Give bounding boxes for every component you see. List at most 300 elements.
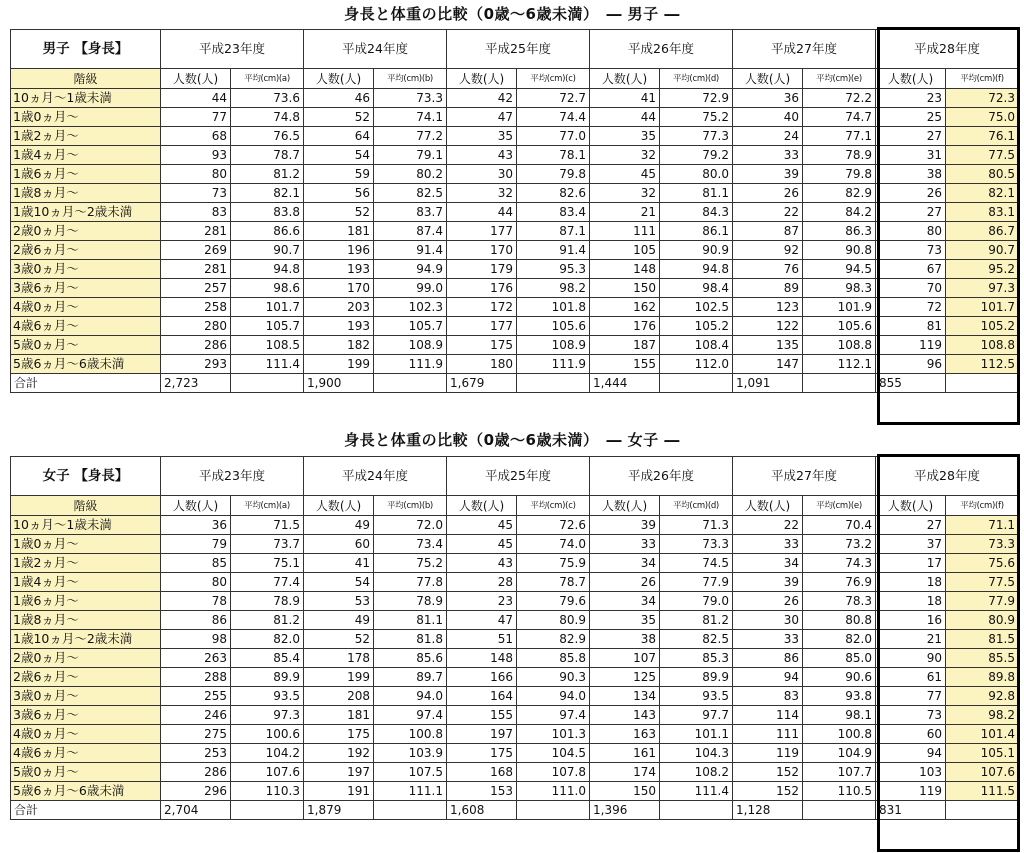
table-label: 女子 【身長】: [11, 457, 161, 496]
count-cell: 119: [733, 744, 803, 763]
average-cell: 100.6: [231, 725, 304, 744]
count-cell: 46: [304, 89, 374, 108]
table-row: [11, 573, 1019, 592]
average-cell: 75.2: [660, 108, 733, 127]
average-cell: 77.2: [374, 127, 447, 146]
count-cell: 119: [876, 782, 946, 801]
average-cell: 94.0: [374, 687, 447, 706]
age-class-label: 1歳10ヵ月～2歳未満: [11, 630, 161, 649]
count-cell: 68: [161, 127, 231, 146]
count-cell: 187: [590, 336, 660, 355]
total-empty-cell: [803, 374, 876, 393]
girls-table-title: 身長と体重の比較（0歳～6歳未満） ― 女子 ―: [344, 431, 680, 449]
average-cell: 74.0: [517, 535, 590, 554]
count-cell: 47: [447, 611, 517, 630]
average-cell: 94.8: [660, 260, 733, 279]
total-row: [11, 374, 1019, 393]
count-cell: 153: [447, 782, 517, 801]
count-cell: 18: [876, 573, 946, 592]
count-cell: 281: [161, 222, 231, 241]
average-cell: 77.5: [946, 573, 1019, 592]
count-cell: 90: [876, 649, 946, 668]
count-cell: 87: [733, 222, 803, 241]
average-cell: 72.3: [946, 89, 1019, 108]
age-class-label: 2歳6ヵ月～: [11, 668, 161, 687]
count-cell: 17: [876, 554, 946, 573]
total-row: [11, 801, 1019, 820]
year-header: 平成24年度: [304, 30, 447, 69]
average-cell: 97.7: [660, 706, 733, 725]
count-header: 人数(人): [161, 496, 231, 516]
average-cell: 73.6: [231, 89, 304, 108]
table-row: [11, 355, 1019, 374]
count-cell: 42: [447, 89, 517, 108]
count-cell: 193: [304, 260, 374, 279]
average-cell: 79.1: [374, 146, 447, 165]
table-row: [11, 317, 1019, 336]
table-row: [11, 184, 1019, 203]
average-cell: 93.5: [231, 687, 304, 706]
average-cell: 92.8: [946, 687, 1019, 706]
count-cell: 32: [590, 146, 660, 165]
year-header-row: [11, 457, 1019, 496]
count-cell: 22: [733, 516, 803, 535]
table-row: [11, 222, 1019, 241]
count-cell: 170: [447, 241, 517, 260]
average-cell: 107.6: [231, 763, 304, 782]
count-cell: 150: [590, 782, 660, 801]
average-cell: 101.4: [946, 725, 1019, 744]
average-cell: 94.5: [803, 260, 876, 279]
count-cell: 103: [876, 763, 946, 782]
count-cell: 77: [161, 108, 231, 127]
count-cell: 78: [161, 592, 231, 611]
average-cell: 86.6: [231, 222, 304, 241]
count-cell: 52: [304, 203, 374, 222]
average-cell: 81.5: [946, 630, 1019, 649]
average-cell: 85.5: [946, 649, 1019, 668]
count-header: 人数(人): [590, 69, 660, 89]
age-class-label: 4歳6ヵ月～: [11, 744, 161, 763]
average-cell: 73.3: [946, 535, 1019, 554]
count-cell: 181: [304, 706, 374, 725]
average-cell: 72.9: [660, 89, 733, 108]
average-cell: 104.5: [517, 744, 590, 763]
average-cell: 105.6: [517, 317, 590, 336]
total-label: 合計: [11, 801, 161, 820]
average-cell: 111.9: [517, 355, 590, 374]
average-cell: 91.4: [374, 241, 447, 260]
average-cell: 78.9: [374, 592, 447, 611]
count-cell: 27: [876, 516, 946, 535]
average-cell: 85.4: [231, 649, 304, 668]
count-cell: 175: [447, 336, 517, 355]
count-cell: 80: [161, 165, 231, 184]
total-count-cell: 2,704: [161, 801, 231, 820]
count-cell: 296: [161, 782, 231, 801]
average-cell: 110.5: [803, 782, 876, 801]
average-cell: 87.4: [374, 222, 447, 241]
average-header: 平均(cm)(b): [374, 69, 447, 89]
count-cell: 47: [447, 108, 517, 127]
average-cell: 86.7: [946, 222, 1019, 241]
age-class-label: 1歳10ヵ月～2歳未満: [11, 203, 161, 222]
count-cell: 293: [161, 355, 231, 374]
count-cell: 152: [733, 763, 803, 782]
count-cell: 40: [733, 108, 803, 127]
count-cell: 164: [447, 687, 517, 706]
total-count-cell: 1,900: [304, 374, 374, 393]
average-cell: 74.4: [517, 108, 590, 127]
count-cell: 176: [447, 279, 517, 298]
average-header: 平均(cm)(c): [517, 496, 590, 516]
count-cell: 26: [733, 184, 803, 203]
average-cell: 73.2: [803, 535, 876, 554]
age-class-label: 5歳0ヵ月～: [11, 336, 161, 355]
average-cell: 94.0: [517, 687, 590, 706]
count-cell: 33: [733, 630, 803, 649]
count-cell: 83: [161, 203, 231, 222]
average-cell: 79.2: [660, 146, 733, 165]
count-cell: 177: [447, 317, 517, 336]
average-cell: 111.1: [374, 782, 447, 801]
average-cell: 108.8: [946, 336, 1019, 355]
total-empty-cell: [946, 801, 1019, 820]
average-cell: 84.2: [803, 203, 876, 222]
count-cell: 30: [447, 165, 517, 184]
count-cell: 94: [733, 668, 803, 687]
count-cell: 53: [304, 592, 374, 611]
average-cell: 82.1: [946, 184, 1019, 203]
table-row: [11, 668, 1019, 687]
average-header: 平均(cm)(f): [946, 496, 1019, 516]
average-cell: 98.3: [803, 279, 876, 298]
year-header-row: [11, 30, 1019, 69]
count-cell: 34: [590, 592, 660, 611]
count-cell: 286: [161, 336, 231, 355]
count-cell: 199: [304, 355, 374, 374]
count-cell: 208: [304, 687, 374, 706]
count-header: 人数(人): [304, 496, 374, 516]
average-cell: 83.7: [374, 203, 447, 222]
average-cell: 111.0: [517, 782, 590, 801]
average-header: 平均(cm)(c): [517, 69, 590, 89]
table-row: [11, 592, 1019, 611]
count-cell: 85: [161, 554, 231, 573]
average-header: 平均(cm)(f): [946, 69, 1019, 89]
average-cell: 94.8: [231, 260, 304, 279]
count-cell: 30: [733, 611, 803, 630]
table-label: 男子 【身長】: [11, 30, 161, 69]
average-cell: 82.0: [231, 630, 304, 649]
count-cell: 175: [447, 744, 517, 763]
count-header: 人数(人): [876, 69, 946, 89]
count-cell: 86: [733, 649, 803, 668]
count-cell: 43: [447, 554, 517, 573]
average-cell: 86.3: [803, 222, 876, 241]
average-cell: 81.2: [231, 611, 304, 630]
average-header: 平均(cm)(b): [374, 496, 447, 516]
girls-height-table: [10, 456, 1019, 820]
average-cell: 70.4: [803, 516, 876, 535]
average-cell: 101.9: [803, 298, 876, 317]
average-cell: 79.0: [660, 592, 733, 611]
average-cell: 91.4: [517, 241, 590, 260]
count-header: 人数(人): [590, 496, 660, 516]
average-cell: 77.8: [374, 573, 447, 592]
average-cell: 85.3: [660, 649, 733, 668]
average-cell: 81.8: [374, 630, 447, 649]
count-cell: 123: [733, 298, 803, 317]
average-cell: 79.6: [517, 592, 590, 611]
count-cell: 168: [447, 763, 517, 782]
table-row: [11, 279, 1019, 298]
average-cell: 97.4: [374, 706, 447, 725]
average-cell: 83.4: [517, 203, 590, 222]
average-cell: 112.5: [946, 355, 1019, 374]
average-cell: 95.2: [946, 260, 1019, 279]
table-row: [11, 744, 1019, 763]
count-cell: 64: [304, 127, 374, 146]
count-cell: 191: [304, 782, 374, 801]
average-cell: 78.3: [803, 592, 876, 611]
average-cell: 99.0: [374, 279, 447, 298]
total-count-cell: 831: [876, 801, 946, 820]
count-cell: 114: [733, 706, 803, 725]
count-cell: 67: [876, 260, 946, 279]
average-cell: 111.4: [231, 355, 304, 374]
average-cell: 93.8: [803, 687, 876, 706]
count-cell: 172: [447, 298, 517, 317]
count-cell: 35: [447, 127, 517, 146]
class-header: 階級: [11, 496, 161, 516]
average-cell: 80.2: [374, 165, 447, 184]
average-cell: 110.3: [231, 782, 304, 801]
average-cell: 79.8: [803, 165, 876, 184]
count-cell: 59: [304, 165, 374, 184]
count-cell: 98: [161, 630, 231, 649]
table-row: [11, 89, 1019, 108]
count-cell: 143: [590, 706, 660, 725]
count-cell: 197: [304, 763, 374, 782]
age-class-label: 3歳6ヵ月～: [11, 279, 161, 298]
count-cell: 60: [304, 535, 374, 554]
total-empty-cell: [946, 374, 1019, 393]
count-cell: 52: [304, 108, 374, 127]
count-header: 人数(人): [304, 69, 374, 89]
count-cell: 54: [304, 573, 374, 592]
count-cell: 27: [876, 203, 946, 222]
total-count-cell: 2,723: [161, 374, 231, 393]
average-cell: 77.0: [517, 127, 590, 146]
average-cell: 77.3: [660, 127, 733, 146]
count-cell: 27: [876, 127, 946, 146]
count-cell: 152: [733, 782, 803, 801]
year-header: 平成28年度: [876, 30, 1019, 69]
count-cell: 61: [876, 668, 946, 687]
total-label: 合計: [11, 374, 161, 393]
table-row: [11, 108, 1019, 127]
count-cell: 23: [876, 89, 946, 108]
count-cell: 275: [161, 725, 231, 744]
total-count-cell: 1,091: [733, 374, 803, 393]
count-cell: 43: [447, 146, 517, 165]
count-cell: 166: [447, 668, 517, 687]
average-cell: 85.8: [517, 649, 590, 668]
average-cell: 77.9: [660, 573, 733, 592]
average-cell: 80.0: [660, 165, 733, 184]
average-cell: 75.0: [946, 108, 1019, 127]
count-cell: 135: [733, 336, 803, 355]
count-cell: 148: [590, 260, 660, 279]
table-row: [11, 146, 1019, 165]
count-cell: 179: [447, 260, 517, 279]
count-cell: 26: [590, 573, 660, 592]
count-cell: 93: [161, 146, 231, 165]
boys-table-title: 身長と体重の比較（0歳～6歳未満） ― 男子 ―: [344, 5, 680, 23]
count-cell: 199: [304, 668, 374, 687]
count-cell: 35: [590, 127, 660, 146]
column-header-row: [11, 69, 1019, 89]
average-cell: 101.1: [660, 725, 733, 744]
count-cell: 196: [304, 241, 374, 260]
count-cell: 21: [590, 203, 660, 222]
average-cell: 80.5: [946, 165, 1019, 184]
average-cell: 101.3: [517, 725, 590, 744]
average-cell: 89.7: [374, 668, 447, 687]
average-cell: 90.9: [660, 241, 733, 260]
year-header: 平成26年度: [590, 457, 733, 496]
average-cell: 85.0: [803, 649, 876, 668]
count-cell: 72: [876, 298, 946, 317]
total-empty-cell: [231, 801, 304, 820]
table-row: [11, 535, 1019, 554]
average-cell: 77.5: [946, 146, 1019, 165]
count-cell: 34: [733, 554, 803, 573]
age-class-label: 1歳6ヵ月～: [11, 592, 161, 611]
count-cell: 44: [161, 89, 231, 108]
average-cell: 81.1: [660, 184, 733, 203]
count-header: 人数(人): [447, 69, 517, 89]
total-empty-cell: [660, 801, 733, 820]
age-class-label: 1歳2ヵ月～: [11, 554, 161, 573]
average-cell: 74.3: [803, 554, 876, 573]
total-count-cell: 1,679: [447, 374, 517, 393]
count-cell: 34: [590, 554, 660, 573]
count-cell: 280: [161, 317, 231, 336]
column-header-row: [11, 496, 1019, 516]
age-class-label: 3歳6ヵ月～: [11, 706, 161, 725]
age-class-label: 2歳0ヵ月～: [11, 222, 161, 241]
average-cell: 82.0: [803, 630, 876, 649]
count-cell: 39: [733, 573, 803, 592]
count-cell: 96: [876, 355, 946, 374]
count-cell: 180: [447, 355, 517, 374]
count-cell: 81: [876, 317, 946, 336]
count-cell: 147: [733, 355, 803, 374]
average-cell: 72.2: [803, 89, 876, 108]
count-cell: 33: [590, 535, 660, 554]
average-cell: 98.2: [517, 279, 590, 298]
average-cell: 98.6: [231, 279, 304, 298]
count-cell: 263: [161, 649, 231, 668]
average-cell: 72.6: [517, 516, 590, 535]
average-cell: 89.9: [660, 668, 733, 687]
total-count-cell: 1,879: [304, 801, 374, 820]
average-cell: 79.8: [517, 165, 590, 184]
count-cell: 80: [161, 573, 231, 592]
average-cell: 71.5: [231, 516, 304, 535]
average-cell: 78.1: [517, 146, 590, 165]
count-cell: 286: [161, 763, 231, 782]
count-cell: 178: [304, 649, 374, 668]
table-row: [11, 165, 1019, 184]
age-class-label: 5歳6ヵ月～6歳未満: [11, 782, 161, 801]
age-class-label: 4歳0ヵ月～: [11, 298, 161, 317]
average-cell: 77.4: [231, 573, 304, 592]
average-cell: 102.5: [660, 298, 733, 317]
total-count-cell: 855: [876, 374, 946, 393]
count-cell: 37: [876, 535, 946, 554]
count-cell: 31: [876, 146, 946, 165]
age-class-label: 3歳0ヵ月～: [11, 687, 161, 706]
average-cell: 93.5: [660, 687, 733, 706]
count-cell: 25: [876, 108, 946, 127]
year-header: 平成27年度: [733, 457, 876, 496]
age-class-label: 1歳2ヵ月～: [11, 127, 161, 146]
age-class-label: 1歳8ヵ月～: [11, 611, 161, 630]
average-cell: 74.5: [660, 554, 733, 573]
average-cell: 86.1: [660, 222, 733, 241]
average-cell: 90.3: [517, 668, 590, 687]
count-cell: 257: [161, 279, 231, 298]
total-count-cell: 1,396: [590, 801, 660, 820]
age-class-label: 1歳4ヵ月～: [11, 573, 161, 592]
table-row: [11, 687, 1019, 706]
average-cell: 72.7: [517, 89, 590, 108]
year-header: 平成26年度: [590, 30, 733, 69]
average-cell: 73.3: [660, 535, 733, 554]
count-cell: 161: [590, 744, 660, 763]
average-cell: 108.5: [231, 336, 304, 355]
count-cell: 176: [590, 317, 660, 336]
average-cell: 75.6: [946, 554, 1019, 573]
age-class-label: 2歳0ヵ月～: [11, 649, 161, 668]
count-cell: 175: [304, 725, 374, 744]
average-cell: 104.3: [660, 744, 733, 763]
count-cell: 155: [590, 355, 660, 374]
average-header: 平均(cm)(a): [231, 69, 304, 89]
average-cell: 81.2: [660, 611, 733, 630]
age-class-label: 1歳6ヵ月～: [11, 165, 161, 184]
count-cell: 181: [304, 222, 374, 241]
average-cell: 95.3: [517, 260, 590, 279]
count-cell: 134: [590, 687, 660, 706]
count-cell: 193: [304, 317, 374, 336]
average-cell: 85.6: [374, 649, 447, 668]
count-cell: 16: [876, 611, 946, 630]
age-class-label: 3歳0ヵ月～: [11, 260, 161, 279]
average-header: 平均(cm)(e): [803, 69, 876, 89]
count-cell: 35: [590, 611, 660, 630]
table-row: [11, 554, 1019, 573]
average-cell: 98.2: [946, 706, 1019, 725]
count-cell: 21: [876, 630, 946, 649]
average-cell: 97.3: [946, 279, 1019, 298]
count-cell: 119: [876, 336, 946, 355]
year-header: 平成23年度: [161, 30, 304, 69]
count-cell: 162: [590, 298, 660, 317]
